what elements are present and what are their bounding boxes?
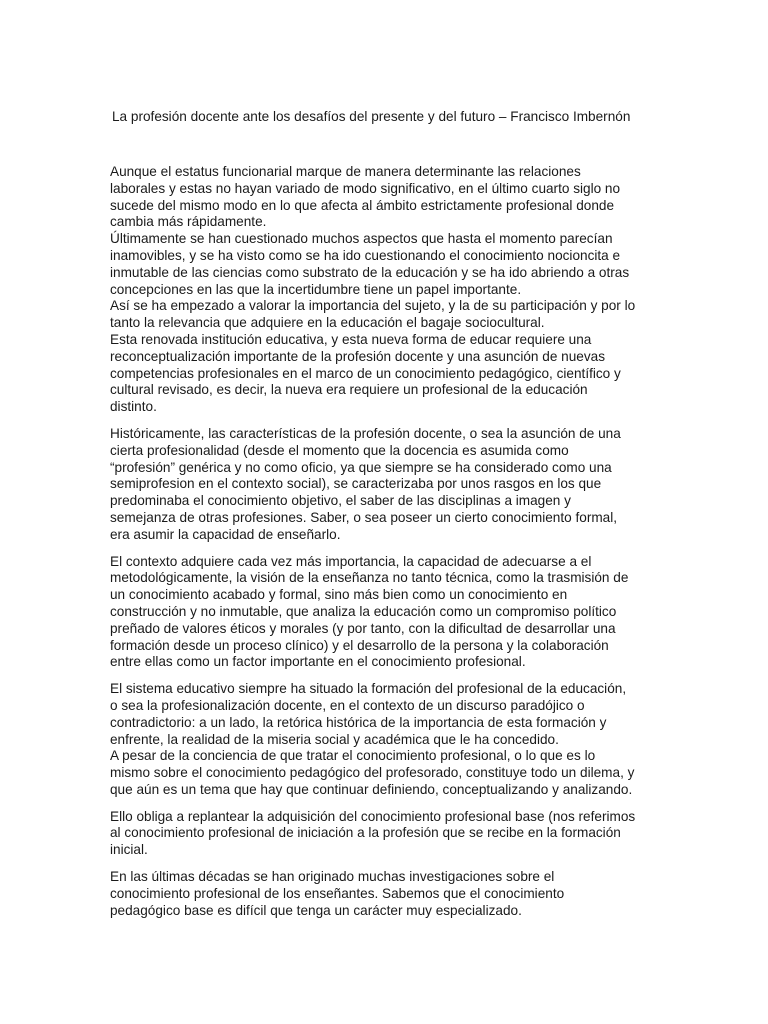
paragraph-line: mismo sobre el conocimiento pedagógico del profesorado, constituye todo un dilema, y bbox=[110, 765, 635, 781]
paragraph-line: pedagógico base es difícil que tenga un carácter muy especializado. bbox=[110, 902, 522, 918]
paragraph-line: Aunque el estatus funcionarial marque de manera determinante las relaciones bbox=[110, 164, 581, 179]
paragraph-line: cambia más rápidamente. bbox=[110, 214, 267, 230]
paragraph-line: preñado de valores éticos y morales (y por tanto, con la dificultad de desarrollar una bbox=[110, 620, 616, 636]
paragraph-line: El sistema educativo siempre ha situado la formación del profesional de la educación, bbox=[110, 681, 627, 697]
paragraph-line: entre ellas como un factor importante en el conocimiento profesional. bbox=[110, 654, 526, 670]
paragraph-line: enfrente, la realidad de la miseria social y académica que le ha concedido. bbox=[110, 731, 559, 747]
paragraph-line: Así se ha empezado a valorar la importancia del sujeto, y la de su participación y por lo bbox=[110, 298, 636, 314]
document-title: La profesión docente ante los desafíos del presente y del futuro – Francisco Imbernón bbox=[112, 109, 631, 124]
paragraph-line: semiprofesion en el contexto social), se caracterizaba por unos rasgos en los que bbox=[110, 476, 602, 492]
paragraph-line: cierta profesionalidad (desde el momento que la docencia es asumida como bbox=[110, 442, 569, 458]
body-paragraph bbox=[110, 809, 650, 859]
body-paragraph bbox=[110, 426, 650, 544]
paragraph-line: En las últimas décadas se han originado muchas investigaciones sobre el bbox=[110, 869, 555, 885]
paragraph-line: construcción y no inmutable, que analiza la educación como un compromiso político bbox=[110, 603, 617, 619]
paragraph-line: contradictorio: a un lado, la retórica histórica de la importancia de esta formación y bbox=[110, 714, 607, 730]
paragraph-line: Últimamente se han cuestionado muchos aspectos que hasta el momento parecían bbox=[110, 231, 613, 247]
paragraph-line: conocimiento profesional de los enseñantes. Sabemos que el conocimiento bbox=[110, 885, 565, 901]
paragraph-line: Esta renovada institución educativa, y esta nueva forma de educar requiere una bbox=[110, 331, 592, 347]
body-paragraph bbox=[110, 869, 650, 919]
paragraph-line: El contexto adquiere cada vez más importancia, la capacidad de adecuarse a el bbox=[110, 553, 592, 569]
body-paragraph bbox=[110, 554, 650, 672]
paragraph-line: un conocimiento acabado y formal, sino más bien como un conocimiento en bbox=[110, 587, 568, 603]
paragraph-line: concepciones en las que la incertidumbre tiene un papel importante. bbox=[110, 281, 522, 297]
paragraph-line: al conocimiento profesional de iniciación a la profesión que se recibe en la formación bbox=[110, 825, 621, 841]
paragraph-line: Ello obliga a replantear la adquisición del conocimiento profesional base (nos referimos bbox=[110, 808, 636, 824]
paragraph-line: “profesión” genérica y no como oficio, ya que siempre se ha considerado como una bbox=[110, 459, 612, 475]
paragraph-line: tanto la relevancia que adquiere en la educación el bagaje sociocultural. bbox=[110, 315, 545, 331]
paragraph-line: inamovibles, y se ha visto como se ha ido cuestionando el conocimiento nocioncita e bbox=[110, 247, 621, 263]
paragraph-line: sucede del mismo modo en lo que afecta al ámbito estrictamente profesional donde bbox=[110, 197, 615, 213]
paragraph-line: laborales y estas no hayan variado de modo significativo, en el último cuarto siglo no bbox=[110, 180, 621, 196]
paragraph-line: Históricamente, las características de la profesión docente, o sea la asunción de una bbox=[110, 425, 621, 441]
paragraph-line: competencias profesionales en el marco de un conocimiento pedagógico, científico y bbox=[110, 365, 621, 381]
paragraph-line: inicial. bbox=[110, 842, 148, 858]
paragraph-line: predominaba el conocimiento objetivo, el saber de las disciplinas a imagen y bbox=[110, 493, 571, 509]
paragraph-line: A pesar de la conciencia de que tratar el conocimiento profesional, o lo que es lo bbox=[110, 748, 596, 764]
document-body bbox=[110, 164, 650, 929]
paragraph-line: o sea la profesionalización docente, en el contexto de un discurso paradójico o bbox=[110, 697, 585, 713]
paragraph-line: semejanza de otras profesiones. Saber, o sea poseer un cierto conocimiento formal, bbox=[110, 509, 618, 525]
paragraph-line: reconceptualización importante de la profesión docente y una asunción de nuevas bbox=[110, 348, 605, 364]
paragraph-line: distinto. bbox=[110, 399, 157, 415]
body-paragraph bbox=[110, 164, 650, 416]
paragraph-line: metodológicamente, la visión de la enseñanza no tanto técnica, como la trasmisión de bbox=[110, 570, 629, 586]
body-paragraph bbox=[110, 681, 650, 799]
paragraph-line: inmutable de las ciencias como substrato de la educación y se ha ido abriendo a otras bbox=[110, 264, 630, 280]
paragraph-line: que aún es un tema que hay que continuar definiendo, conceptualizando y analizando. bbox=[110, 781, 633, 797]
paragraph-line: formación desde un proceso clínico) y el desarrollo de la persona y la colaboración bbox=[110, 637, 609, 653]
paragraph-line: era asumir la capacidad de enseñarlo. bbox=[110, 526, 341, 542]
paragraph-line: cultural revisado, es decir, la nueva era requiere un profesional de la educación bbox=[110, 382, 588, 398]
